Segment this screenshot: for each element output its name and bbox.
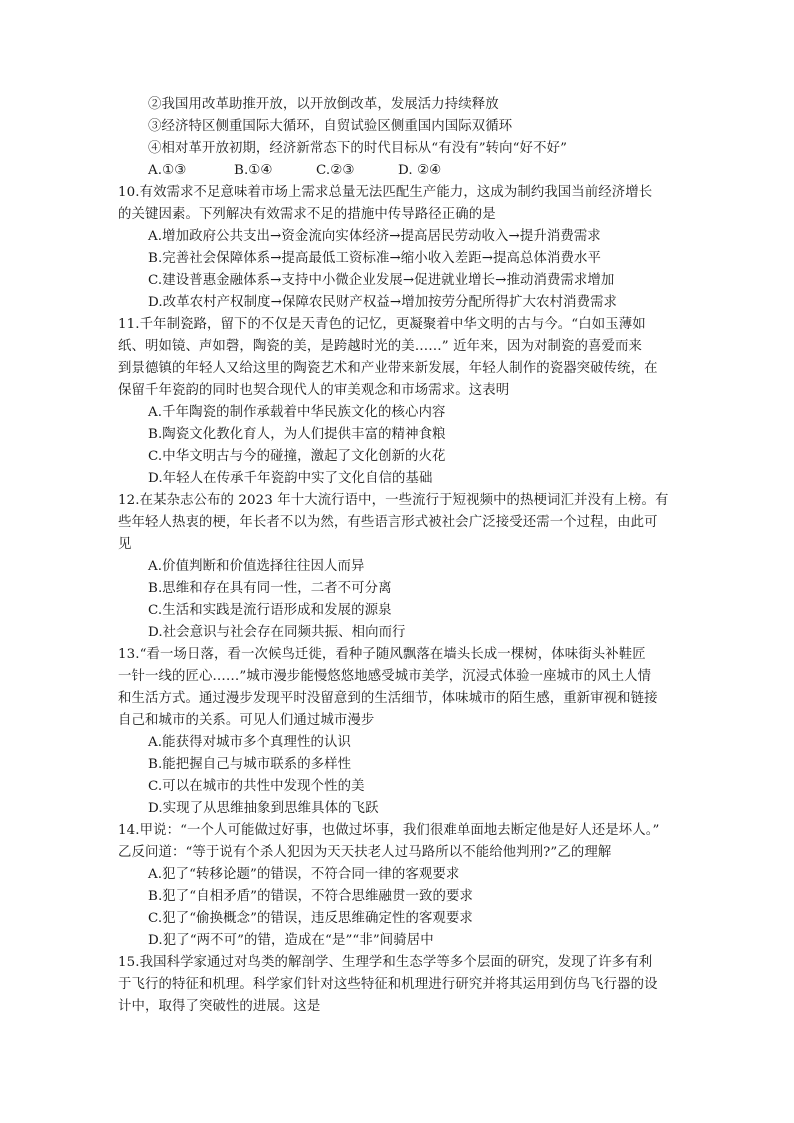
q10-option-c: C.建设普惠金融体系→支持中小微企业发展→促进就业增长→推动消费需求增加: [148, 273, 615, 288]
q11-stem-line-2: 纸、明如镜、声如磬，陶瓷的美，是跨越时光的美……” 近年来，因为对制瓷的喜爱而来: [118, 339, 642, 354]
q14-option-d: D.犯了“两不可”的错，造成在“是”“非”间骑居中: [148, 933, 434, 948]
q10-option-a: A.增加政府公共支出→资金流向实体经济→提高居民劳动收入→提升消费需求: [148, 229, 601, 244]
q14-option-b: B.犯了“自相矛盾”的错误，不符合思维融贯一致的要求: [148, 889, 473, 904]
q12-stem-line-2: 些年轻人热衷的梗，年长者不以为然，有些语言形式被社会广泛接受还需一个过程，由此可: [118, 515, 658, 530]
q14-stem-line-2: 乙反问道：“等于说有个杀人犯因为天天扶老人过马路所以不能给他判刑?”乙的理解: [118, 845, 612, 860]
q14-option-a: A.犯了“转移论题”的错误，不符合同一律的客观要求: [148, 867, 460, 882]
q9-option-b: B.①④: [234, 163, 273, 178]
q9-option-c: C.②③: [316, 163, 355, 178]
q12-option-c: C.生活和实践是流行语形成和发展的源泉: [148, 603, 392, 618]
q11-stem-line-4: 保留千年瓷韵的同时也契合现代人的审美观念和市场需求。这表明: [118, 383, 510, 398]
q9-item-3: ③经济特区侧重国际大循环，自贸试验区侧重国内国际双循环: [148, 119, 513, 134]
q11-option-a: A.千年陶瓷的制作承载着中华民族文化的核心内容: [148, 405, 446, 420]
q12-stem-line-1: 12.在某杂志公布的 2023 年十大流行语中，一些流行于短视频中的热梗词汇并没有上榜。有: [118, 493, 669, 508]
q13-stem-line-2: 一针一线的匠心……”城市漫步能慢悠悠地感受城市美学，沉浸式体验一座城市的风土人情: [118, 669, 652, 684]
q12-option-b: B.思维和存在具有同一性，二者不可分离: [148, 581, 392, 596]
q11-option-d: D.年轻人在传承千年瓷韵中实了文化自信的基础: [148, 471, 433, 486]
q11-option-c: C.中华文明古与今的碰撞，激起了文化创新的火花: [148, 449, 446, 464]
q13-stem-line-1: 13.“看一场日落，看一次候鸟迁徙，看种子随风飘落在墙头长成一棵树，体味街头补鞋匠: [118, 647, 646, 662]
q14-stem-line-1: 14.甲说：“一个人可能做过好事，也做过坏事，我们很难单面地去断定他是好人还是坏人。”: [118, 823, 660, 838]
q9-option-d: D. ②④: [398, 163, 442, 178]
q12-stem-line-3: 见: [118, 537, 132, 552]
q15-stem-line-2: 于飞行的特征和机理。科学家们针对这些特征和机理进行研究并将其运用到仿鸟飞行器的设: [118, 977, 658, 992]
q9-item-4: ④相对革开放初期，经济新常态下的时代目标从“有没有”转向“好不好”: [148, 141, 568, 156]
q13-stem-line-3: 和生活方式。通过漫步发现平时没留意到的生活细节，体味城市的陌生感，重新审视和链接: [118, 691, 658, 706]
q15-stem-line-1: 15.我国科学家通过对鸟类的解剖学、生理学和生态学等多个层面的研究，发现了许多有利: [118, 955, 653, 970]
q10-stem-line-1: 10.有效需求不足意味着市场上需求总量无法匹配生产能力，这成为制约我国当前经济增长: [118, 185, 653, 200]
q11-option-b: B.陶瓷文化教化育人，为人们提供丰富的精神食粮: [148, 427, 446, 442]
q10-option-d: D.改革农村产权制度→保障农民财产权益→增加按劳分配所得扩大农村消费需求: [148, 295, 618, 310]
q13-option-b: B.能把握自己与城市联系的多样性: [148, 757, 352, 772]
q13-option-a: A.能获得对城市多个真理性的认识: [148, 735, 351, 750]
q11-stem-line-1: 11.千年制瓷路，留下的不仅是天青色的记忆，更凝聚着中华文明的古与今。“白如玉薄如: [118, 317, 646, 332]
q13-option-c: C.可以在城市的共性中发现个性的美: [148, 779, 365, 794]
q15-stem-line-3: 计中，取得了突破性的进展。这是: [118, 999, 321, 1014]
q13-option-d: D.实现了从思维抽象到思维具体的飞跃: [148, 801, 379, 816]
q12-option-d: D.社会意识与社会存在同频共振、相向而行: [148, 625, 406, 640]
q9-options: [148, 160, 441, 182]
q9-option-a: A.①③: [148, 163, 187, 178]
q12-option-a: A.价值判断和价值选择往往因人而异: [148, 559, 365, 574]
q14-option-c: C.犯了“偷换概念”的错误，违反思维确定性的客观要求: [148, 911, 473, 926]
q10-option-b: B.完善社会保障体系→提高最低工资标准→缩小收入差距→提高总体消费水平: [148, 251, 601, 266]
q10-stem-line-2: 的关键因素。下列解决有效需求不足的措施中传导路径正确的是: [118, 207, 496, 222]
q9-item-2: ②我国用改革助推开放，以开放倒改革，发展活力持续释放: [148, 97, 499, 112]
q11-stem-line-3: 到景德镇的年轻人又给这里的陶瓷艺术和产业带来新发展，年轻人制作的瓷器突破传统，在: [118, 361, 658, 376]
q13-stem-line-4: 自己和城市的关系。可见人们通过城市漫步: [118, 713, 375, 728]
